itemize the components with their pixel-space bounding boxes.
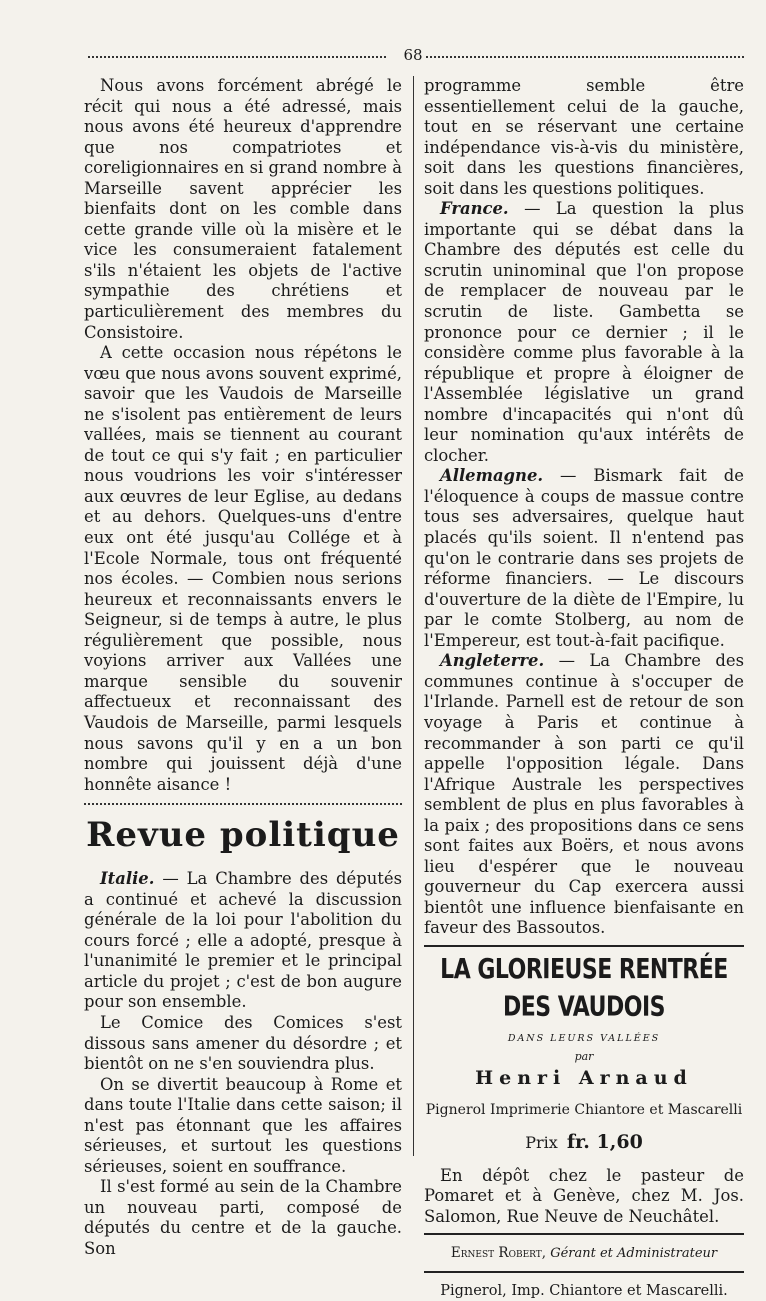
header-rule-right: [426, 56, 744, 58]
italie-text: — La Chambre des députés a continué et achevé la discussion générale de la loi pour l'abolition du cours forcé ; elle a adopté, presque à l'unanimité le premier et le principal article du projet ; c'est de bon augure pour son ensemble.: [84, 869, 402, 1012]
left-column: [84, 76, 402, 1260]
column-divider: [413, 76, 414, 1156]
advert-depot-text: En dépôt chez le pasteur de Pomaret et à Genève, chez M. Jos. Salomon, Rue Neuve de Neuchâtel.: [424, 1165, 744, 1226]
allemagne-paragraph: [424, 466, 744, 651]
imprint-rule: [424, 1271, 744, 1273]
angleterre-label: Angleterre.: [440, 651, 545, 671]
gerant-role: Gérant et Administrateur: [546, 1246, 718, 1262]
france-label: France.: [440, 199, 509, 219]
gerant-line: [424, 1243, 744, 1265]
header-rule-left: [88, 56, 386, 58]
advert-price: [424, 1132, 744, 1154]
price-label: Prix: [525, 1133, 558, 1153]
angleterre-text: — La Chambre des communes continue à s'occuper de l'Irlande. Parnell est de retour de son voyage à Paris et continue à recommander à son parti ce qu'il appelle l'opposition légale. Dans l'Afrique Australe les perspectives semblent de plus en plus favorables à la paix ; des propositions dans ce sens sont faites aux Boërs, et nous avons lieu d'espérer que le nouveau gouverneur du Cap exercera aussi bientôt une influence bienfaisante en faveur des Bassoutos.: [424, 651, 744, 938]
allemagne-text: — Bismark fait de l'éloquence à coups de massue contre tous ses adversaires, quelque haut placés qu'ils soient. Il n'entend pas qu'on le contrarie dans ses projets de réforme financiers. — Le discours d'ouverture de la diète de l'Empire, lu par le comte Stolberg, au nom de l'Empereur, est tout-à-fait pacifique.: [424, 466, 744, 650]
italie-paragraph-2: Le Comice des Comices s'est dissous sans amener du désordre ; et bientôt on ne s'en souviendra plus.: [84, 1012, 402, 1074]
page-header: [88, 46, 744, 66]
advert-depot: [424, 1166, 744, 1228]
intro-paragraph-2: A cette occasion nous répétons le vœu que nous avons souvent exprimé, savoir que les Vaudois de Marseille ne s'isolent pas entièrement de leurs vallées, mais se tiennent au courant de tout ce qui s'y fait ; en particulier nous voudrions les voir s'intéresser aux œuvres de leur Eglise, au dedans et au dehors. Quelques-uns d'entre eux ont été jusqu'au Collége et à l'Ecole Normale, tous ont fréquenté nos écoles. — Combien nous serions heureux et reconnaissants envers le Seigneur, si de temps à autre, le plus régulièrement que possible, nous voyions arriver aux Vallées une marque sensible du souvenir affectueux et reconnaissant des Vaudois de Marseille, parmi lesquels nous savons qu'il y en a un bon nombre qui jouissent déjà d'une honnête aisance !: [84, 343, 402, 794]
advert-author: Henri Arnaud: [475, 1066, 693, 1089]
france-text: — La question la plus importante qui se débat dans la Chambre des députés est celle du scrutin uninominal que l'on propose de remplacer de nouveau par le scrutin de liste. Gambetta se prononce pour ce dernier ; il le considère comme plus favorable à la république et propre à éloigner de l'Assemblée législative un grand nombre d'incapacités qui n'ont dû leur nomination qu'aux intérêts de clocher.: [424, 199, 744, 465]
italie-paragraph-4: Il s'est formé au sein de la Chambre un nouveau parti, composé de députés du centre et de la gauche. Son: [84, 1177, 402, 1258]
advert-title: LA GLORIEUSE RENTRÉE DES VAUDOIS: [440, 953, 728, 1023]
advert-rule-top: [424, 945, 744, 947]
advert-subtitle: DANS LEURS VALLÉES: [507, 1032, 661, 1044]
intro-paragraph-1: Nous avons forcément abrégé le récit qui nous a été adressé, mais nous avons été heureux d'apprendre que nos compatriotes et coreligionnaires en si grand nombre à Marseille savent apprécier les bienfaits dont on les comble dans cette grande ville où la misère et le vice les consumeraient fatalement s'ils n'étaient les objets de l'active sympathie des chrétiens et particulièrement des membres du Consistoire.: [84, 76, 402, 342]
italie-paragraph: [84, 869, 402, 1013]
advert-rule-bottom: [424, 1233, 744, 1235]
right-column: [424, 76, 744, 1301]
price-value: fr. 1,60: [566, 1131, 643, 1154]
advert-printer: Pignerol Imprimerie Chiantore et Mascarelli: [425, 1101, 743, 1118]
angleterre-paragraph: [424, 651, 744, 939]
advert-par: par: [574, 1049, 594, 1063]
advert: [424, 953, 744, 1227]
continuation-paragraph: programme semble être essentiellement celui de la gauche, tout en se réservant une certaine indépendance vis-à-vis du ministère, soit dans les questions financières, soit dans les questions politiques.: [424, 76, 744, 198]
section-rule: [84, 803, 402, 805]
section-title: Revue politique: [86, 815, 400, 856]
page-number: 68: [403, 46, 423, 64]
italie-label: Italie.: [100, 869, 155, 889]
allemagne-label: Allemagne.: [440, 466, 544, 486]
gerant-name: Ernest Robert,: [450, 1245, 547, 1262]
imprint: Pignerol, Imp. Chiantore et Mascarelli.: [440, 1282, 728, 1299]
italie-paragraph-3: On se divertit beaucoup à Rome et dans toute l'Italie dans cette saison; il n'est pas étonnant que les affaires sérieuses, et surtout les questions sérieuses, soient en souffrance.: [84, 1074, 402, 1176]
france-paragraph: [424, 199, 744, 466]
